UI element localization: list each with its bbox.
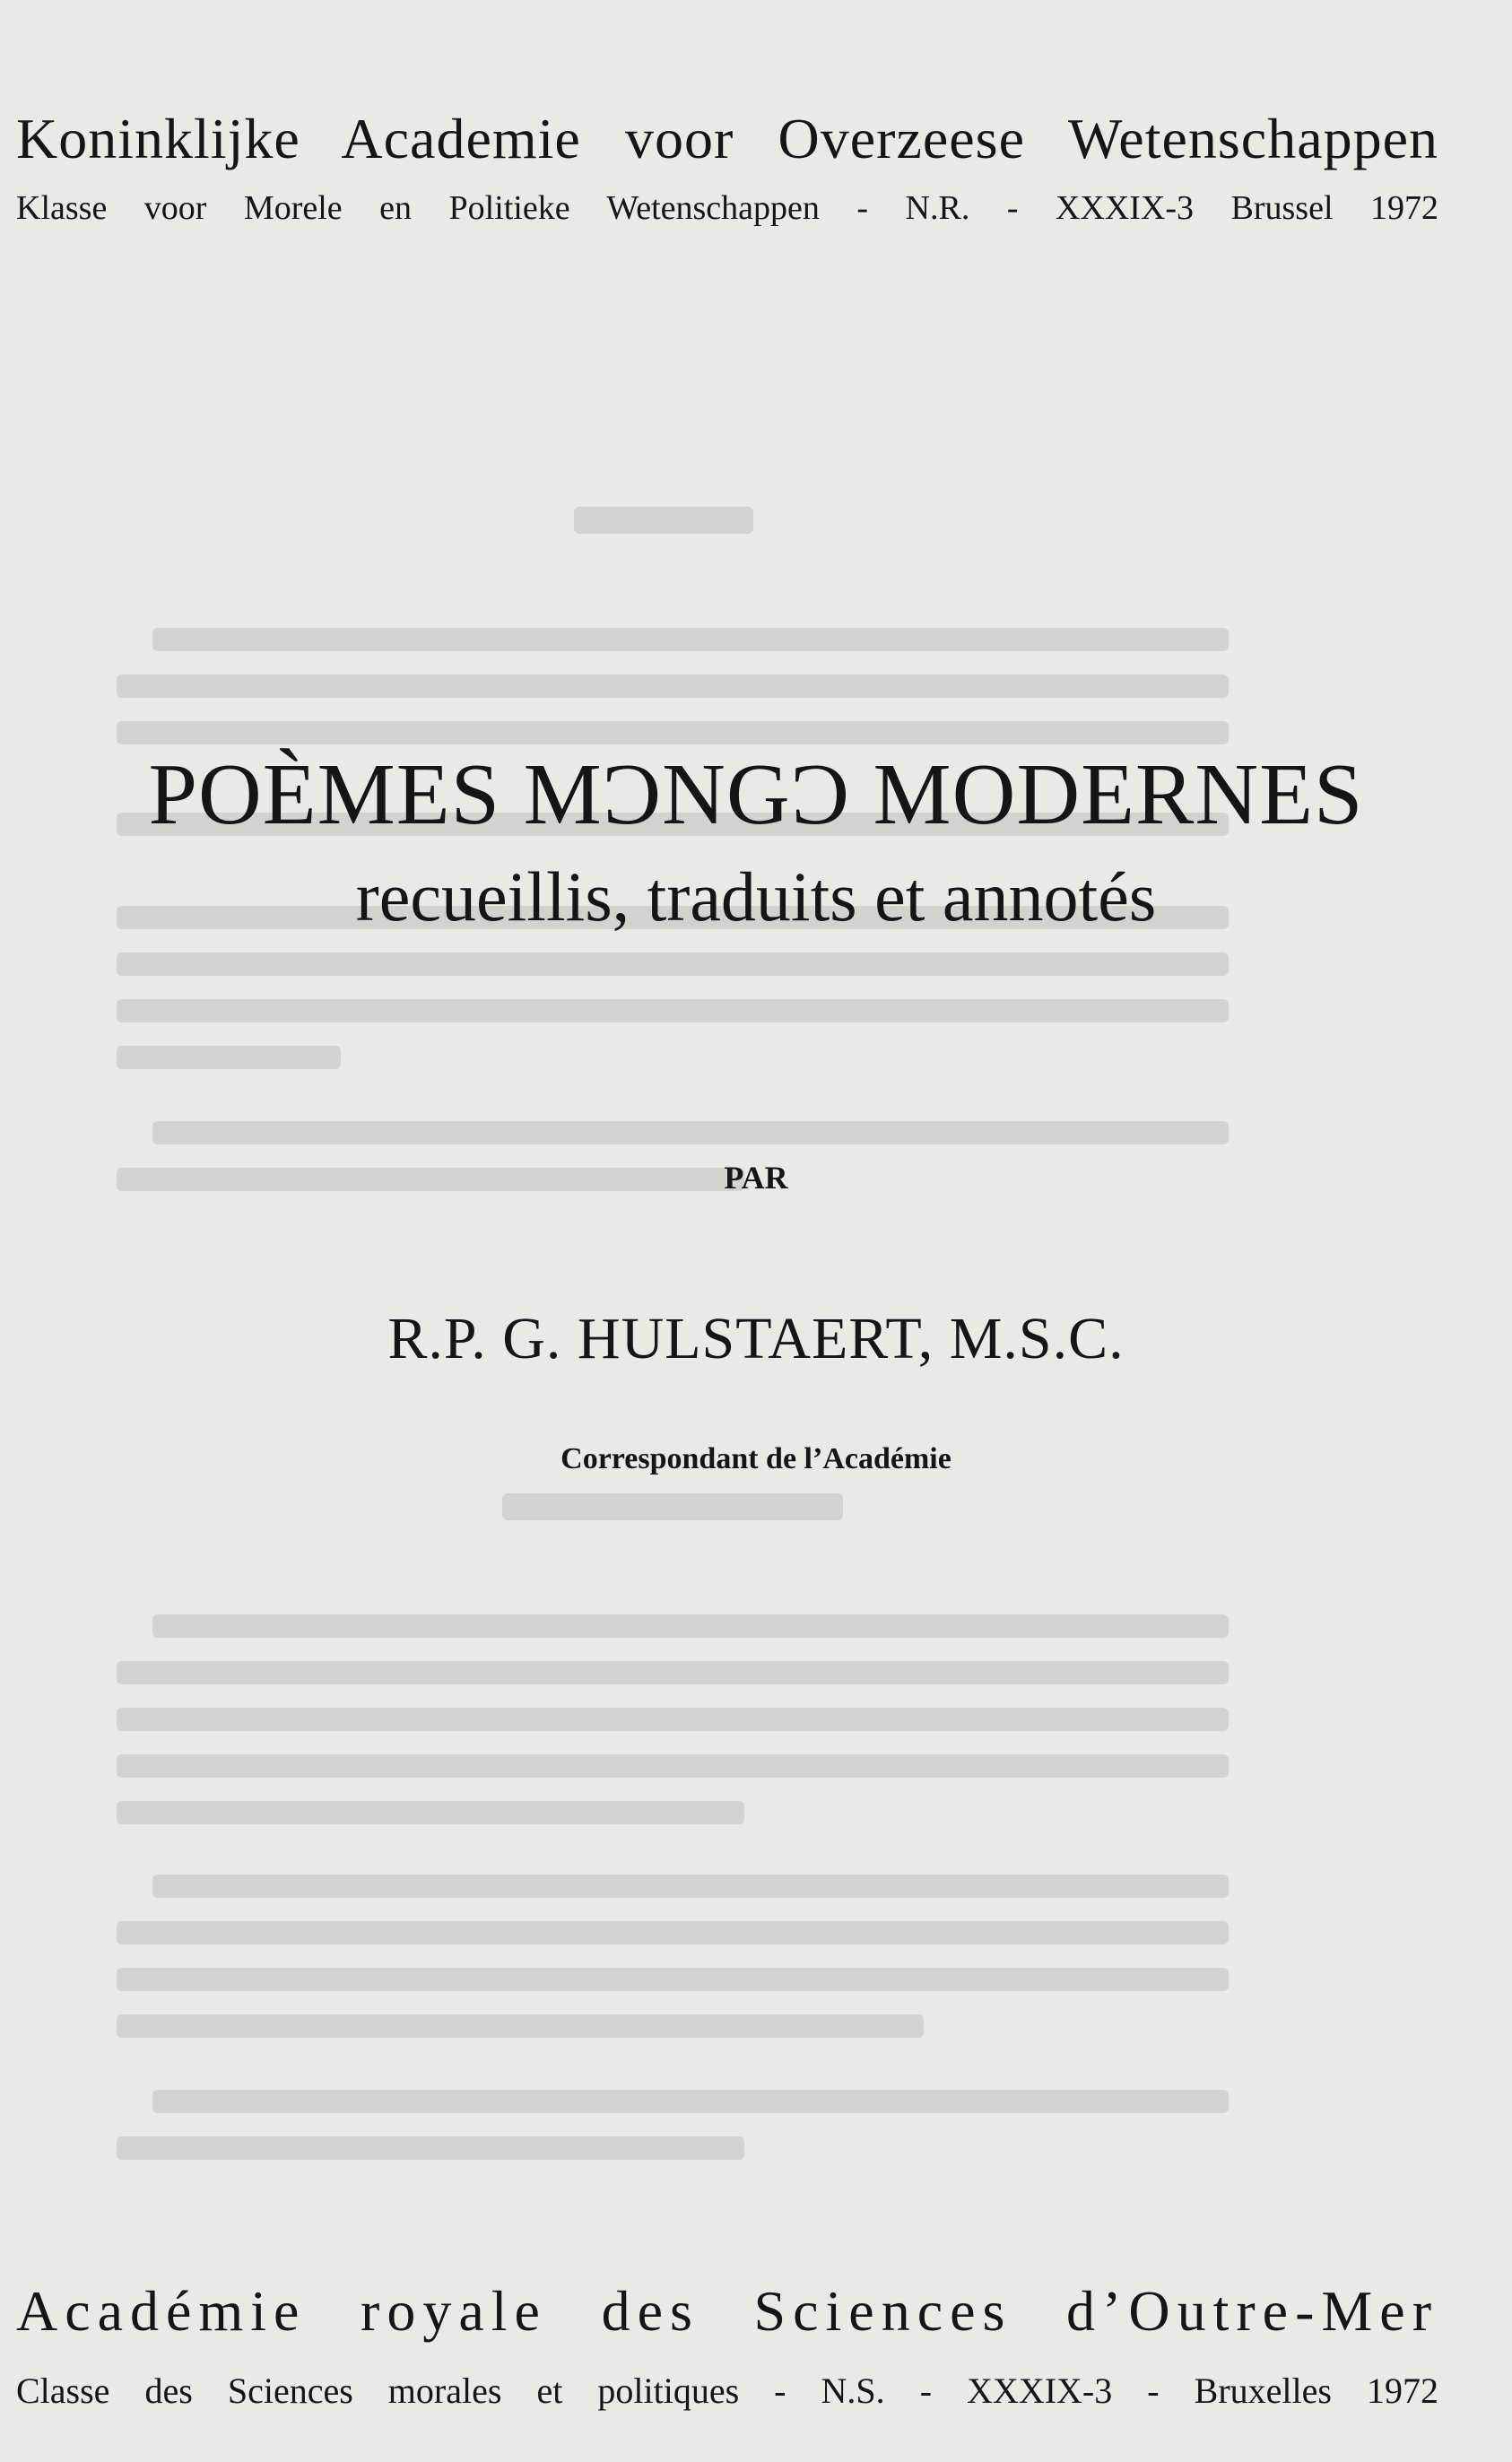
by-label: PAR xyxy=(724,1160,788,1196)
document-subtitle: recueillis, traduits et annotés xyxy=(355,857,1157,935)
document-title: POÈMES MƆNGƆ MODERNES xyxy=(148,746,1364,843)
publisher-name-french: Académie royale des Sciences d’Outre-Mer xyxy=(16,2279,1438,2343)
series-line-dutch: Klasse voor Morele en Politieke Wetenschappen - N.R. - XXXIX-3 Brussel 1972 xyxy=(16,189,1438,227)
author-name: R.P. G. HULSTAERT, M.S.C. xyxy=(387,1306,1125,1371)
publisher-name-dutch: Koninklijke Academie voor Overzeese Wetenschappen xyxy=(16,107,1438,170)
series-line-french: Classe des Sciences morales et politiques - N.S. - XXXIX-3 - Bruxelles 1972 xyxy=(16,2371,1438,2411)
author-role: Correspondant de l’Académie xyxy=(560,1442,952,1475)
